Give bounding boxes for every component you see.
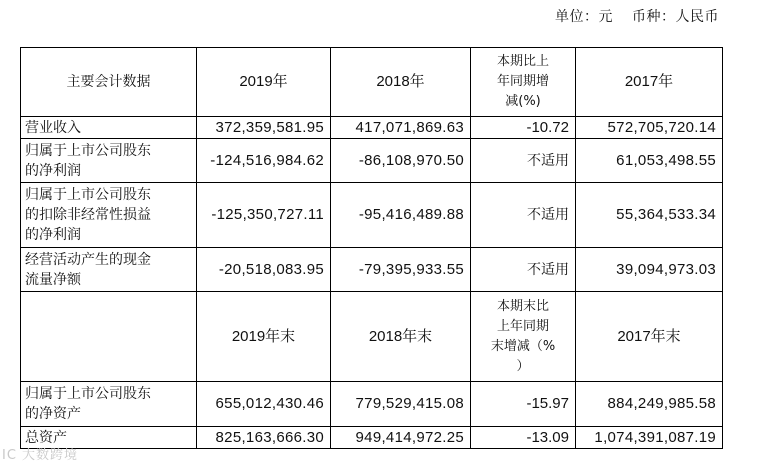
cell-2018: 779,529,415.08 [331,382,471,427]
header-2019-end: 2019年末 [197,292,331,382]
row-label: 经营活动产生的现金 流量净额 [21,248,197,292]
cell-change: -13.09 [471,427,576,449]
cell-2017: 55,364,533.34 [576,183,723,248]
table-header-row [21,292,723,382]
cell-2018: 949,414,972.25 [331,427,471,449]
header-2019: 2019年 [197,48,331,117]
table-row [21,382,723,427]
table-row [21,117,723,139]
cell-2019: -124,516,984.62 [197,139,331,183]
header-change: 本期比上 年同期增 减(%) [471,48,576,117]
cell-change: -10.72 [471,117,576,139]
cell-2018: -95,416,489.88 [331,183,471,248]
header-item: 主要会计数据 [21,48,197,117]
cell-2019: 372,359,581.95 [197,117,331,139]
header-2017-end: 2017年末 [576,292,723,382]
header-2018-end: 2018年末 [331,292,471,382]
header-item [21,292,197,382]
watermark: IC 大数跨境 [2,448,79,463]
cell-change: 不适用 [471,139,576,183]
cell-change: 不适用 [471,248,576,292]
cell-2018: 417,071,869.63 [331,117,471,139]
cell-2019: -125,350,727.11 [197,183,331,248]
row-label: 总资产 [21,427,197,449]
table-row [21,427,723,449]
cell-2018: -86,108,970.50 [331,139,471,183]
unit-label: 单位：元 [555,9,614,25]
unit-line [0,6,719,26]
financial-data-table [20,47,723,449]
cell-change: -15.97 [471,382,576,427]
currency-label: 币种：人民币 [632,9,719,25]
cell-2017: 1,074,391,087.19 [576,427,723,449]
cell-2019: 655,012,430.46 [197,382,331,427]
table-row [21,139,723,183]
table-header-row [21,48,723,117]
table-row [21,248,723,292]
cell-2017: 572,705,720.14 [576,117,723,139]
table-row [21,183,723,248]
cell-2019: -20,518,083.95 [197,248,331,292]
cell-change: 不适用 [471,183,576,248]
cell-2017: 39,094,973.03 [576,248,723,292]
cell-2017: 61,053,498.55 [576,139,723,183]
cell-2017: 884,249,985.58 [576,382,723,427]
cell-2018: -79,395,933.55 [331,248,471,292]
row-label: 归属于上市公司股东 的净资产 [21,382,197,427]
row-label: 归属于上市公司股东 的净利润 [21,139,197,183]
row-label: 营业收入 [21,117,197,139]
row-label: 归属于上市公司股东 的扣除非经常性损益 的净利润 [21,183,197,248]
cell-2019: 825,163,666.30 [197,427,331,449]
header-2018: 2018年 [331,48,471,117]
header-2017: 2017年 [576,48,723,117]
header-change-end: 本期末比 上年同期 末增减（% ） [471,292,576,382]
